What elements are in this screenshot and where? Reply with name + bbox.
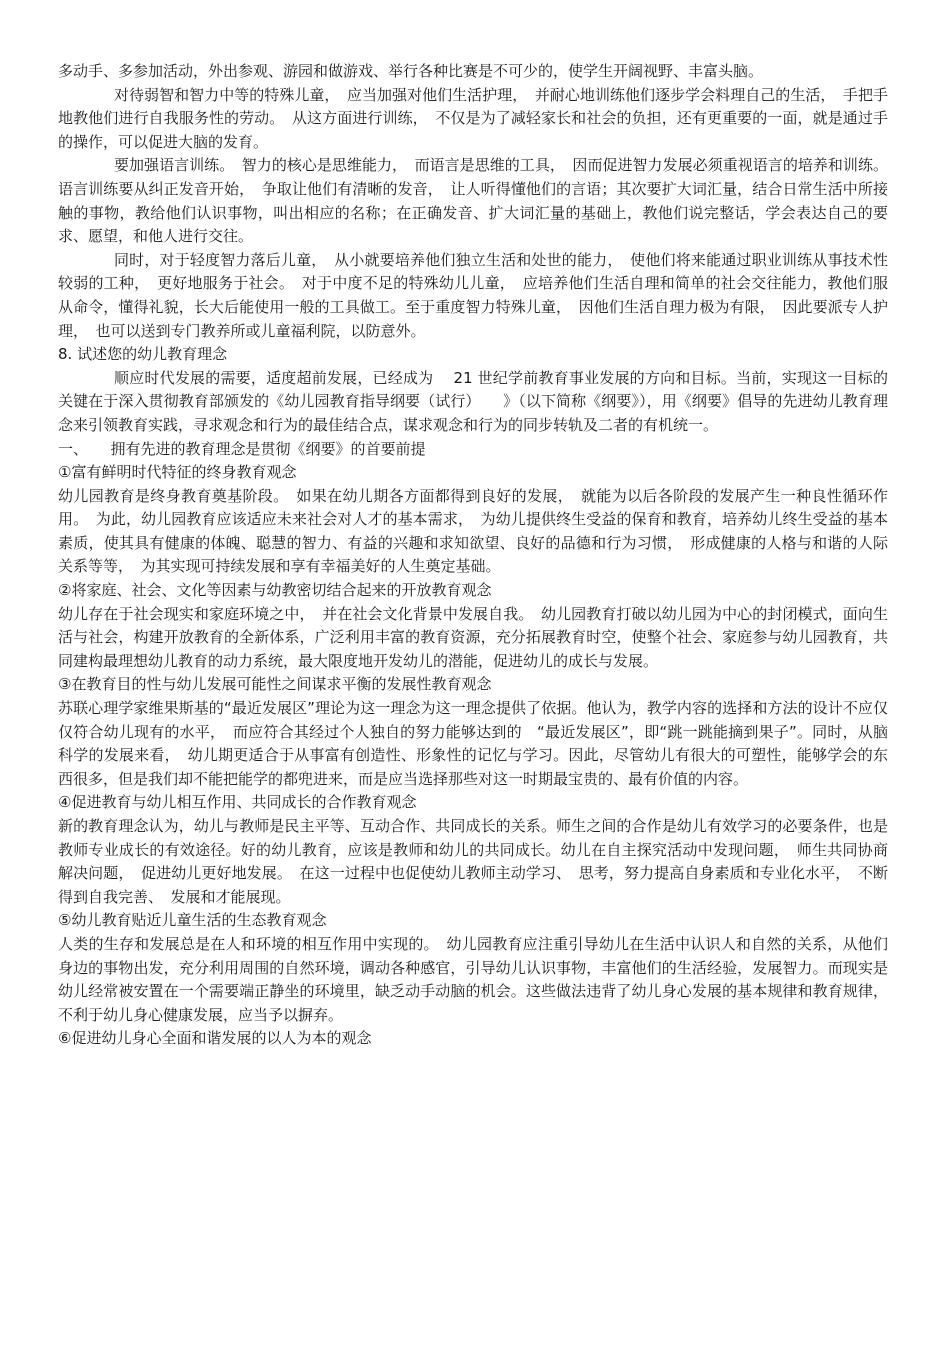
paragraph-ecological-education: 人类的生存和发展总是在人和环境的相互作用中实现的。 幼儿园教育应注重引导幼儿在生活中认识人和自然的关系，从他们身边的事物出发，充分利用周围的自然环境，调动各种感官，引导幼儿认识事物，丰富他们的生活经验，发展智力。而现实是幼儿经常被安置在一个需要端正静坐的环境里，缺乏动手动脑的机会。这些做法违背了幼儿身心发展的基本规律和教育规律，不利于幼儿身心健康发展，应当予以摒弃。 — [58, 934, 888, 1024]
paragraph-cooperative-education: 新的教育理念认为，幼儿与教师是民主平等、互动合作、共同成长的关系。师生之间的合作是幼儿有效学习的必要条件，也是教师专业成长的有效途径。好的幼儿教育，应该是教师和幼儿的共同成长。幼儿在自主探究活动中发现问题， 师生共同协商解决问题， 促进幼儿更好地发展。 在这一过程中也促使幼儿教师主动学习、 思考，努力提高自身素质和专业化水平， 不断得到自我完善、 发展和才能展现。 — [58, 817, 888, 906]
paragraph-developmental-education: 苏联心理学家维果斯基的“最近发展区”理论为这一理念为这一理念提供了依据。他认为，教学内容的选择和方法的设计不应仅仅符合幼儿现有的水平， 而应符合其经过个人独自的努力能够达到的 “最近发展区”，即“跳一跳能摘到果子”。同时，从脑科学的发展来看， 幼儿期更适合于从事富有创造性、形象性的记忆与学习。因此，尽管幼儿有很大的可塑性，能够学会的东西很多，但是我们却不能把能学的都兜进来，而是应当选择那些对这一时期最宝贵的、最有价值的内容。 — [58, 699, 888, 788]
subheading-lifelong-education: ①富有鲜明时代特征的终身教育观念 — [58, 463, 297, 482]
subheading-open-education: ②将家庭、社会、文化等因素与幼教密切结合起来的开放教育观念 — [58, 581, 492, 600]
question-heading-8: 8. 试述您的幼儿教育理念 — [58, 345, 228, 364]
subheading-cooperative-education: ④促进教育与幼儿相互作用、共同成长的合作教育观念 — [58, 793, 417, 812]
subheading-people-oriented: ⑥促进幼儿身心全面和谐发展的以人为本的观念 — [58, 1029, 372, 1048]
paragraph-lifelong-education: 幼儿园教育是终身教育奠基阶段。 如果在幼儿期各方面都得到良好的发展， 就能为以后各阶段的发展产生一种良性循环作用。 为此，幼儿园教育应该适应未来社会对人才的基本需求， 为幼儿提供终生受益的保育和教育，培养幼儿终生受益的基本素质，使其具有健康的体魄、聪慧的智力、有益的兴趣和求知欲望、良好的品德和行为习惯， 形成健康的人格与和谐的人际关系等等， 为其实现可持续发展和享有幸福美好的人生奠定基础。 — [58, 486, 888, 576]
subheading-developmental-education: ③在教育目的性与幼儿发展可能性之间谋求平衡的发展性教育观念 — [58, 675, 492, 694]
paragraph-education-philosophy-intro: 顺应时代发展的需要，适度超前发展，已经成为 21 世纪学前教育事业发展的方向和目标。当前，实现这一目标的关键在于深入贯彻教育部颁发的《幼儿园教育指导纲要（试行） 》（以下简称《纲要》），用《纲要》倡导的先进幼儿教育理念来引领教育实践，寻求观念和行为的最佳结合点，谋求观念和行为的同步转轨及二者的有机统一。 — [58, 368, 888, 434]
paragraph-language-training: 要加强语言训练。 智力的核心是思维能力， 而语言是思维的工具， 因而促进智力发展必须重视语言的培养和训练。语言训练要从纠正发音开始， 争取让他们有清晰的发音， 让人听得懂他们的言语；其次要扩大词汇量，结合日常生活中所接触的事物，教给他们认识事物，叫出相应的名称；在正确发音、扩大词汇量的基础上，教他们说完整话，学会表达自己的要求、愿望，和他人进行交往。 — [58, 156, 888, 246]
paragraph-independent-living: 同时，对于轻度智力落后儿童， 从小就要培养他们独立生活和处世的能力， 使他们将来能通过职业训练从事技术性较弱的工种， 更好地服务于社会。 对于中度不足的特殊幼儿儿童， 应培养他们生活自理和简单的社会交往能力，教他们服从命令，懂得礼貌，长大后能使用一般的工具做工。至于重度智力特殊儿童， 因他们生活自理力极为有限， 因此要派专人护理， 也可以送到专门教养所或儿童福利院，以防意外。 — [58, 250, 888, 340]
paragraph-open-education: 幼儿存在于社会现实和家庭环境之中， 并在社会文化背景中发展自我。 幼儿园教育打破以幼儿园为中心的封闭模式，面向生活与社会，构建开放教育的全新体系，广泛利用丰富的教育资源，充分拓展教育时空，使整个社会、家庭参与幼儿园教育，共同建构最理想幼儿教育的动力系统，最大限度地开发幼儿的潜能，促进幼儿的成长与发展。 — [58, 604, 888, 670]
document-body — [58, 60, 888, 1051]
paragraph-hands-on-activities: 多动手、多参加活动，外出参观、游园和做游戏、举行各种比赛是不可少的，使学生开阔视野、丰富头脑。 — [58, 62, 764, 80]
paragraph-self-care-training: 对待弱智和智力中等的特殊儿童， 应当加强对他们生活护理， 并耐心地训练他们逐步学会料理自己的生活， 手把手地教他们进行自我服务性的劳动。 从这方面进行训练， 不仅是为了减轻家长和社会的负担，还有更重要的一面，就是通过手的操作，可以促进大脑的发育。 — [58, 85, 888, 151]
subheading-ecological-education: ⑤幼儿教育贴近儿童生活的生态教育观念 — [58, 911, 327, 930]
section-heading-1: 一、 拥有先进的教育理念是贯彻《纲要》的首要前提 — [58, 439, 426, 458]
